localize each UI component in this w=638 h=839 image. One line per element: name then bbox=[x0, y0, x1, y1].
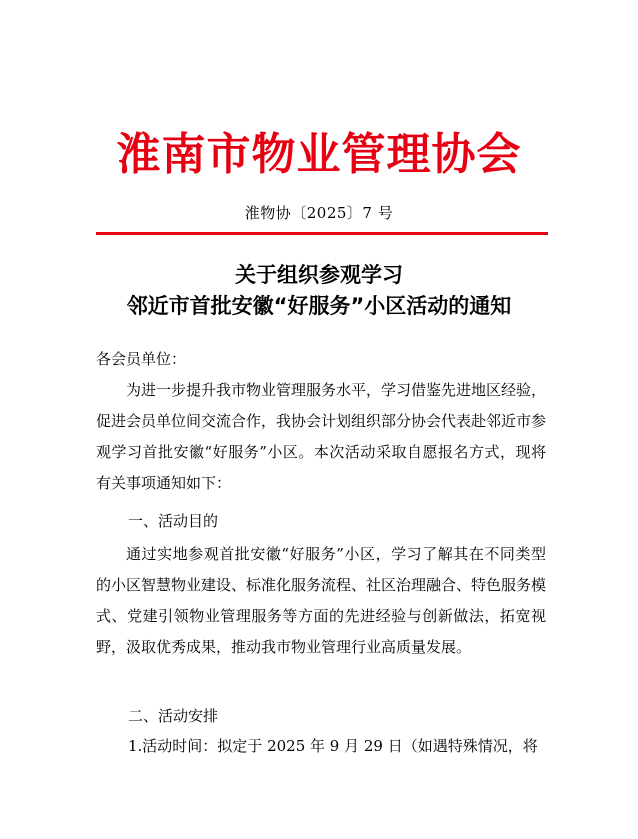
intro-paragraph: 为进一步提升我市物业管理服务水平，学习借鉴先进地区经验，促进会员单位间交流合作，我协会计划组织部分协会代表赴邻近市参观学习首批安徽“好服务”小区。本次活动采取自愿报名方式，现将有关事项通知如下： bbox=[96, 381, 547, 492]
section-1-paragraph: 通过实地参观首批安徽“好服务”小区，学习了解其在不同类型的小区智慧物业建设、标准化服务流程、社区治理融合、特色服务模式、党建引领物业管理服务等方面的先进经验与创新做法，拓宽视野，汲取优秀成果，推动我市物业管理行业高质量发展。 bbox=[96, 545, 547, 656]
red-divider-line bbox=[96, 232, 548, 235]
section-1-heading: 一、活动目的 bbox=[128, 512, 219, 530]
notice-title-line-2: 邻近市首批安徽“好服务”小区活动的通知 bbox=[126, 294, 512, 318]
document-number: 淮物协〔2025〕7 号 bbox=[244, 204, 394, 222]
activity-time-item: 1.活动时间：拟定于 2025 年 9 月 29 日（如遇特殊情况，将 bbox=[128, 737, 538, 755]
notice-title-line-1: 关于组织参观学习 bbox=[235, 263, 403, 287]
organization-name-header: 淮南市物业管理协会 bbox=[116, 129, 522, 180]
salutation: 各会员单位： bbox=[96, 350, 187, 368]
section-2-heading: 二、活动安排 bbox=[128, 707, 219, 725]
